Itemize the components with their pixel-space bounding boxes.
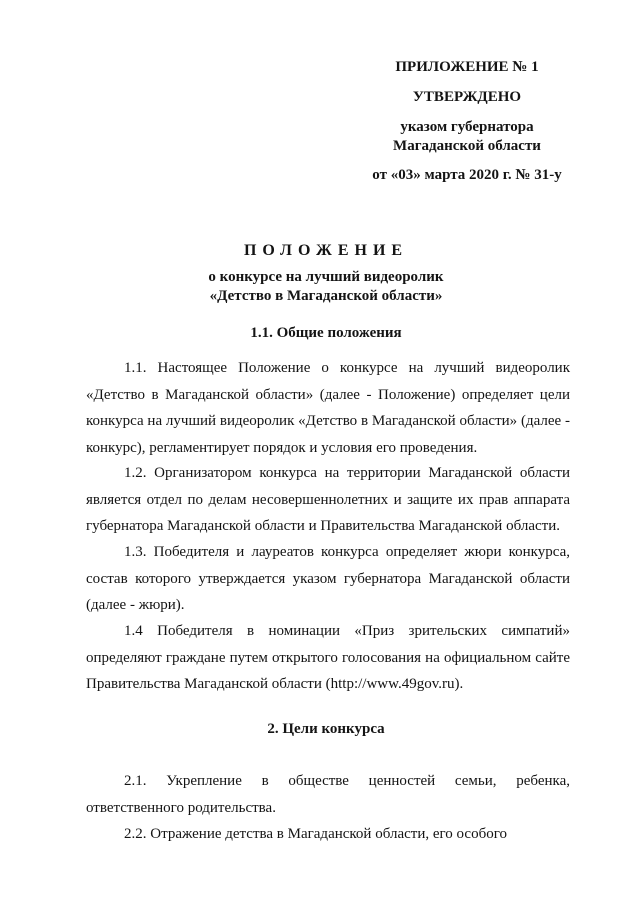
document-heading: ПОЛОЖЕНИЕ [243,242,409,259]
paragraph-1-3: 1.3. Победителя и лауреатов конкурса определяет жюри конкурса, состав которого утверждается указом губернатора Магаданской области (далее - жюри). [86,544,570,613]
decree-line-2: Магаданской области [393,138,541,154]
decree-line-1: указом губернатора [400,119,534,135]
paragraph-2-2: 2.2. Отражение детства в Магаданской области, его особого [124,826,507,842]
paragraph-1-2: 1.2. Организатором конкурса на территории Магаданской области является отдел по делам несовершеннолетних и защите их прав аппарата губернатора Магаданской области и Правительства Магаданской области. [86,465,570,534]
section-heading-goals: 2. Цели конкурса [267,721,385,737]
paragraph-2-1: 2.1. Укрепление в обществе ценностей семьи, ребенка, ответственного родительства. [86,773,570,816]
approval-block [352,58,582,185]
document-subtitle-line-1: о конкурсе на лучший видеоролик [208,269,444,285]
document-title [86,242,566,306]
section-heading-general: 1.1. Общие положения [250,325,402,341]
decree-date-line: от «03» марта 2020 г. № 31-у [372,167,562,183]
paragraph-1-4: 1.4 Победителя в номинации «Приз зрительских симпатий» определяют граждане путем открытого голосования на официальном сайте Правительства Магаданской области (http://www.49gov.ru). [86,623,570,692]
paragraph-1-1: 1.1. Настоящее Положение о конкурсе на лучший видеоролик «Детство в Магаданской области» (далее - Положение) определяет цели конкурса на лучший видеоролик «Детство в Магаданской области» (далее - конкурс), регламентирует порядок и условия его проведения. [86,360,570,456]
approved-label: УТВЕРЖДЕНО [412,89,522,105]
document-subtitle-line-2: «Детство в Магаданской области» [209,288,443,304]
appendix-label: ПРИЛОЖЕНИЕ № 1 [395,59,539,75]
